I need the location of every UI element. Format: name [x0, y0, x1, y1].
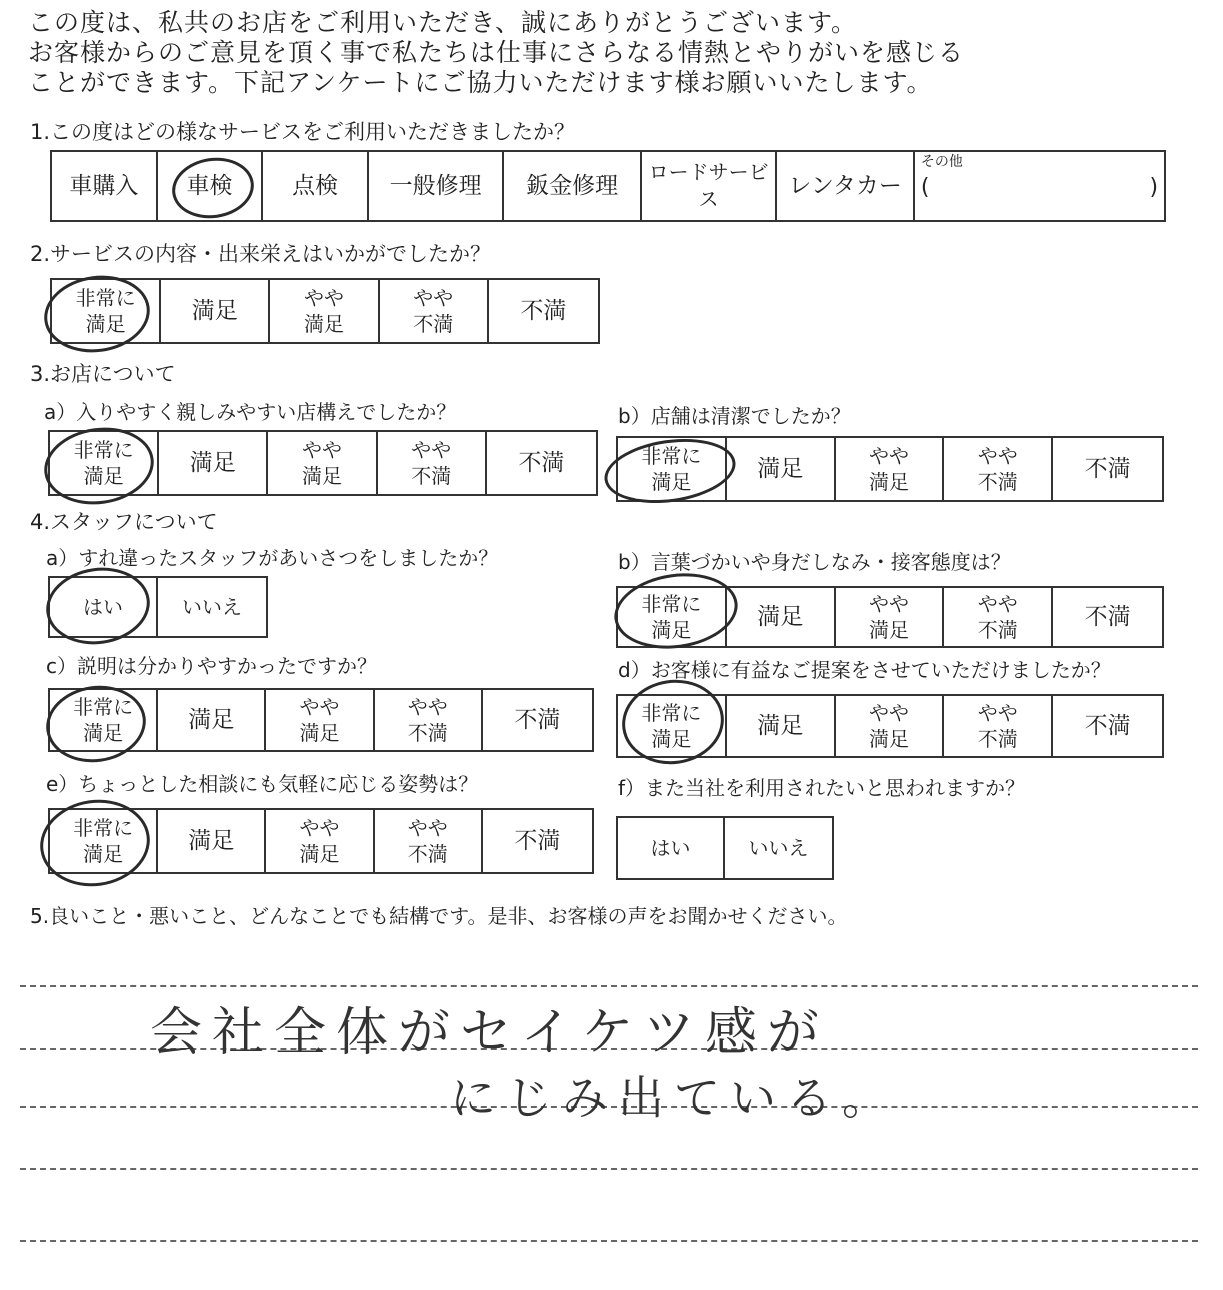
- intro-text: [28, 8, 964, 98]
- scale-somewhat-satisfied[interactable]: [266, 690, 374, 750]
- scale-somewhat-dissatisfied[interactable]: [378, 432, 487, 494]
- scale-label: 不満: [411, 464, 452, 488]
- q4e-label: e）ちょっとした相談にも気軽に応じる姿勢は？: [46, 772, 479, 796]
- scale-dissatisfied[interactable]: [1053, 696, 1162, 756]
- scale-label: 満足: [299, 721, 340, 745]
- q1-title: 1.この度はどの様なサービスをご利用いただきましたか？: [30, 120, 576, 144]
- scale-label: 不満: [407, 842, 448, 866]
- scale-satisfied[interactable]: [727, 438, 836, 500]
- q1-option-label: ロードサービス: [648, 160, 769, 211]
- scale-label: 満足: [651, 618, 692, 642]
- scale-label: 非常に: [73, 695, 134, 719]
- scale-label: やや: [868, 592, 909, 616]
- scale-label: 満足: [189, 449, 236, 476]
- scale-dissatisfied[interactable]: [1053, 588, 1162, 646]
- scale-satisfied[interactable]: [159, 432, 268, 494]
- yes-option[interactable]: [618, 818, 725, 878]
- scale-label: 不満: [977, 618, 1018, 642]
- scale-label: やや: [299, 695, 340, 719]
- scale-dissatisfied[interactable]: [483, 810, 592, 872]
- paren-open: (: [920, 175, 930, 200]
- scale-label: やや: [407, 816, 448, 840]
- q1-option-label: 点検: [292, 172, 339, 199]
- answer-line: [20, 985, 1198, 987]
- q2-title: 2.サービスの内容・出来栄えはいかがでしたか？: [30, 242, 492, 266]
- handwritten-comment-line2: にじみ出ている。: [450, 1071, 898, 1125]
- scale-somewhat-satisfied[interactable]: [268, 432, 377, 494]
- scale-label: やや: [868, 701, 909, 725]
- q3a-label: a）入りやすく親しみやすい店構えでしたか？: [44, 400, 457, 424]
- scale-label: 非常に: [73, 816, 134, 840]
- q1-option[interactable]: [504, 152, 642, 220]
- q1-other[interactable]: [915, 152, 1164, 220]
- scale-label: 満足: [651, 470, 692, 494]
- scale-label: 不満: [977, 727, 1018, 751]
- scale-label: 満足: [302, 464, 342, 488]
- scale-label: 満足: [83, 464, 124, 488]
- scale-label: 非常に: [641, 592, 702, 616]
- scale-label: やや: [299, 816, 340, 840]
- scale-somewhat-dissatisfied[interactable]: [375, 810, 483, 872]
- scale-somewhat-satisfied[interactable]: [266, 810, 374, 872]
- q4f-label: f）また当社を利用されたいと思われますか？: [618, 776, 1026, 800]
- q3-title: 3.お店について: [30, 362, 176, 386]
- q1-option[interactable]: [369, 152, 505, 220]
- scale-very-satisfied[interactable]: [50, 810, 158, 872]
- scale-very-satisfied[interactable]: [50, 432, 159, 494]
- scale-somewhat-dissatisfied[interactable]: [944, 696, 1053, 756]
- q3b-scale: [616, 436, 1164, 502]
- q4b-label: b）言葉づかいや身だしなみ・接客態度は？: [618, 550, 1011, 574]
- intro-line: ことができます。下記アンケートにご協力いただけます様お願いいたします。: [28, 68, 933, 97]
- scale-somewhat-satisfied[interactable]: [836, 588, 945, 646]
- scale-label: 満足: [757, 712, 804, 739]
- scale-somewhat-dissatisfied[interactable]: [375, 690, 483, 750]
- scale-label: 非常に: [641, 701, 702, 725]
- q1-option[interactable]: [777, 152, 915, 220]
- answer-line: [20, 1168, 1198, 1170]
- intro-line: この度は、私共のお店をご利用いただき、誠にありがとうございます。: [28, 8, 858, 37]
- q4a-label: a）すれ違ったスタッフがあいさつをしましたか？: [46, 546, 499, 570]
- paren-close: ): [1149, 175, 1159, 200]
- scale-label: 満足: [299, 842, 340, 866]
- scale-label: 満足: [188, 706, 235, 733]
- scale-label: 満足: [85, 312, 126, 336]
- scale-label: 満足: [188, 827, 235, 854]
- q4e-scale: [48, 808, 594, 874]
- scale-satisfied[interactable]: [727, 588, 836, 646]
- scale-label: 満足: [651, 727, 692, 751]
- scale-label: 不満: [514, 827, 561, 854]
- scale-dissatisfied[interactable]: [1053, 438, 1162, 500]
- scale-somewhat-satisfied[interactable]: [836, 438, 945, 500]
- scale-label: 不満: [1084, 603, 1131, 630]
- no-label: いいえ: [748, 835, 809, 860]
- scale-label: やや: [977, 701, 1018, 725]
- scale-dissatisfied[interactable]: [483, 690, 592, 750]
- q1-option-label: 一般修理: [389, 172, 482, 199]
- scale-label: 満足: [868, 618, 909, 642]
- scale-label: 不満: [977, 470, 1018, 494]
- no-option[interactable]: [725, 818, 832, 878]
- scale-label: 不満: [1084, 712, 1131, 739]
- q4a-yesno: [48, 576, 268, 638]
- scale-label: 非常に: [75, 286, 136, 310]
- q1-option-label: 鈑金修理: [526, 172, 619, 199]
- scale-label: 不満: [518, 449, 565, 476]
- scale-label: やや: [868, 444, 909, 468]
- scale-dissatisfied[interactable]: [489, 280, 598, 342]
- q3b-label: b）店舗は清潔でしたか？: [618, 404, 851, 428]
- q3a-scale: [48, 430, 598, 496]
- scale-very-satisfied[interactable]: [618, 696, 727, 756]
- handwritten-comment-line1: 会社全体がセイケツ感が: [150, 1003, 829, 1063]
- scale-label: 非常に: [73, 438, 134, 462]
- scale-label: 不満: [407, 721, 448, 745]
- scale-somewhat-satisfied[interactable]: [270, 280, 379, 342]
- scale-somewhat-dissatisfied[interactable]: [944, 438, 1053, 500]
- q1-option-label: 車購入: [69, 172, 139, 199]
- q1-option[interactable]: [263, 152, 369, 220]
- scale-label: 満足: [757, 603, 804, 630]
- scale-label: やや: [407, 695, 448, 719]
- scale-somewhat-satisfied[interactable]: [836, 696, 945, 756]
- q1-option-label: 車検: [186, 172, 233, 199]
- scale-label: 満足: [868, 470, 909, 494]
- q4f-yesno: [616, 816, 834, 880]
- scale-very-satisfied[interactable]: [52, 280, 161, 342]
- scale-dissatisfied[interactable]: [487, 432, 596, 494]
- scale-label: 不満: [514, 706, 561, 733]
- q1-other-input[interactable]: [921, 174, 1158, 201]
- q1-option[interactable]: [642, 152, 778, 220]
- q2-scale: [50, 278, 600, 344]
- q5-title: 5.良いこと・悪いこと、どんなことでも結構です。是非、お客様の声をお聞かせください。: [30, 904, 848, 928]
- q1-option-selected[interactable]: [158, 152, 264, 220]
- scale-somewhat-dissatisfied[interactable]: [380, 280, 489, 342]
- q4b-scale: [616, 586, 1164, 648]
- scale-label: 満足: [191, 297, 238, 324]
- scale-label: やや: [977, 592, 1018, 616]
- q4c-label: c）説明は分かりやすかったですか？: [46, 654, 377, 678]
- q1-option[interactable]: [52, 152, 158, 220]
- no-option[interactable]: [158, 578, 266, 636]
- answer-line: [20, 1240, 1198, 1242]
- scale-very-satisfied[interactable]: [618, 588, 727, 646]
- scale-label: やや: [304, 286, 344, 310]
- scale-very-satisfied[interactable]: [50, 690, 158, 750]
- scale-label: 満足: [304, 312, 344, 336]
- scale-label: やや: [302, 438, 342, 462]
- scale-very-satisfied[interactable]: [618, 438, 727, 500]
- q1-options: [50, 150, 1166, 222]
- scale-label: やや: [413, 286, 454, 310]
- q4c-scale: [48, 688, 594, 752]
- q4d-label: d）お客様に有益なご提案をさせていただけましたか？: [618, 658, 1111, 682]
- q4-title: 4.スタッフについて: [30, 510, 218, 534]
- scale-label: 不満: [520, 297, 567, 324]
- scale-label: 満足: [868, 727, 909, 751]
- no-label: いいえ: [182, 594, 242, 619]
- scale-label: 満足: [83, 721, 124, 745]
- scale-satisfied[interactable]: [727, 696, 836, 756]
- intro-line: お客様からのご意見を頂く事で私たちは仕事にさらなる情熱とやりがいを感じる: [28, 38, 965, 67]
- scale-label: 不満: [413, 312, 454, 336]
- yes-label: はい: [650, 835, 691, 860]
- scale-label: 不満: [1084, 455, 1131, 482]
- q4d-scale: [616, 694, 1164, 758]
- yes-label: はい: [83, 594, 123, 619]
- scale-somewhat-dissatisfied[interactable]: [944, 588, 1053, 646]
- scale-label: 満足: [83, 842, 124, 866]
- scale-label: 非常に: [641, 444, 702, 468]
- scale-satisfied[interactable]: [158, 810, 266, 872]
- q1-other-label: その他: [920, 154, 963, 170]
- yes-option[interactable]: [50, 578, 158, 636]
- scale-satisfied[interactable]: [161, 280, 270, 342]
- scale-satisfied[interactable]: [158, 690, 266, 750]
- scale-label: やや: [977, 444, 1018, 468]
- scale-label: 満足: [757, 455, 804, 482]
- scale-label: やや: [411, 438, 452, 462]
- q1-option-label: レンタカー: [788, 172, 902, 199]
